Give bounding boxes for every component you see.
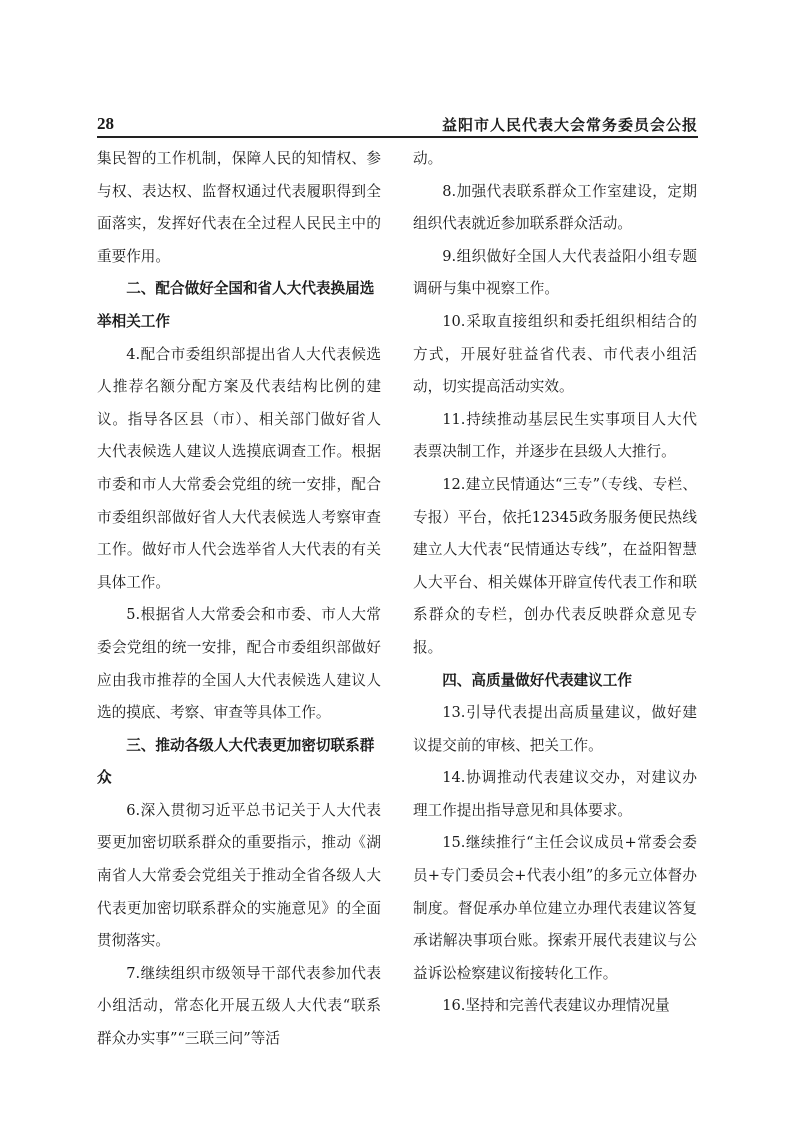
paragraph-item-10: 10.采取直接组织和委托组织相结合的方式，开展好驻益省代表、市代表小组活动，切实提高活动实效。 xyxy=(413,312,697,396)
paragraph: 集民智的工作机制，保障人民的知情权、参与权、表达权、监督权通过代表履职得到全面落实，发挥好代表在全过程人民民主中的重要作用。 xyxy=(97,150,381,265)
paragraph-item-4: 4.配合市委组织部提出省人大代表候选人推荐名额分配方案及代表结构比例的建议。指导各区县（市）、相关部门做好省人大代表候选人建议人选摸底调查工作。根据市委和市人大常委会党组的统一安排，配合市委组织部做好省人大代表候选人考察审查工作。做好市人代会选举省人大代表的有关具体工作。 xyxy=(97,345,381,591)
paragraph-item-16: 16.坚持和完善代表建议办理情况量 xyxy=(442,997,670,1015)
paragraph-item-5: 5.根据省人大常委会和市委、市人大常委会党组的统一安排，配合市委组织部做好应由我市推荐的全国人大代表候选人建议人选的摸底、考察、审查等具体工作。 xyxy=(97,606,381,722)
header-rule xyxy=(97,136,698,138)
paragraph-item-12: 12.建立民情通达“三专”（专线、专栏、专报）平台，依托12345政务服务便民热线建立人大代表“民情通达专线”，在益阳智慧人大平台、相关媒体开辟宣传代表工作和联系群众的专栏，创办代表反映群众意见专报。 xyxy=(413,475,697,656)
paragraph-item-13: 13.引导代表提出高质量建议，做好建议提交前的审核、把关工作。 xyxy=(413,704,697,754)
page-number: 28 xyxy=(97,114,114,133)
paragraph-item-6: 6.深入贯彻习近平总书记关于人大代表要更加密切联系群众的重要指示，推动《湖南省人大常委会党组关于推动全省各级人大代表更加密切联系群众的实施意见》的全面贯彻落实。 xyxy=(97,801,381,950)
paragraph-item-15: 15.继续推行“主任会议成员+常委会委员+专门委员会+代表小组”的多元立体督办制度。督促承办单位建立办理代表建议答复承诺解决事项台账。探索开展代表建议与公益诉讼检察建议衔接转化工作。 xyxy=(413,834,697,982)
paragraph-item-8: 8.加强代表联系群众工作室建设，定期组织代表就近参加联系群众活动。 xyxy=(413,182,697,233)
section-heading-4: 四、高质量做好代表建议工作 xyxy=(442,671,632,689)
right-column xyxy=(413,143,697,1023)
journal-title: 益阳市人民代表大会常务委员会公报 xyxy=(441,116,698,134)
paragraph: 动。 xyxy=(413,150,443,167)
paragraph-item-11: 11.持续推动基层民生实事项目人大代表票决制工作，并逐步在县级人大推行。 xyxy=(413,410,697,461)
paragraph-item-9: 9.组织做好全国人大代表益阳小组专题调研与集中视察工作。 xyxy=(413,247,697,298)
page-header xyxy=(97,112,698,136)
paragraph-item-14: 14.协调推动代表建议交办，对建议办理工作提出指导意见和具体要求。 xyxy=(413,769,697,819)
left-column xyxy=(97,143,381,1056)
section-heading-3: 三、推动各级人大代表更加密切联系群众 xyxy=(97,736,375,787)
section-heading-2: 二、配合做好全国和省人大代表换届选举相关工作 xyxy=(97,280,375,330)
paragraph-item-7: 7.继续组织市级领导干部代表参加代表小组活动，常态化开展五级人大代表“联系群众办实事”“三联三问”等活 xyxy=(97,964,381,1048)
